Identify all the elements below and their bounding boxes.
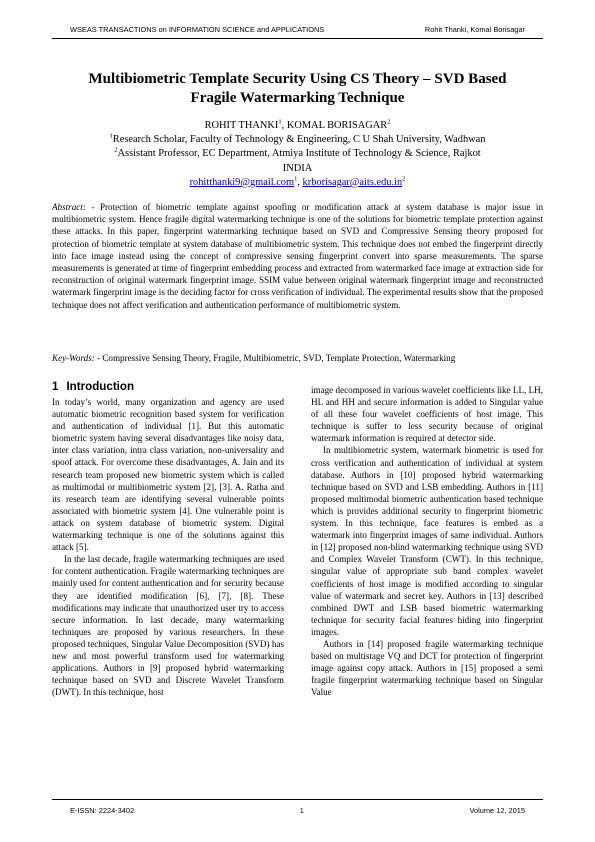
- author-names: [40, 119, 555, 133]
- body-paragraph: In today’s world, many organization and agency are used automatic biometric recognition based system for verification and authentication of individual [1]. But this automatic biometric system having several disadvantages like noisy data, inter class variation, intra class variation, non-universality and spoof attack. For overcome these disadvantages, A. Jain and its research team proposed new biometric system which is called as multimodal or multibiometric system [2], [3]. A. Ratha and its research team are identifying several vulnerable points associated with biometric system [4]. One vulnerable point is attack on system database of biometric system. Digital watermarking technique is one of the solutions against this attack [5].: [52, 397, 284, 553]
- body-paragraph: Authors in [14] proposed fragile watermarking technique based on multistage VQ and DCT for protection of fingerprint image against copy attack. Authors in [15] proposed a semi fragile fingerprint watermarking technique based on Singular Value: [311, 638, 543, 698]
- affiliation-2-text: Assistant Professor, EC Department, Atmiya Institute of Technology & Science, Rajkot: [117, 148, 481, 160]
- author-2: KOMAL BORISAGAR: [286, 120, 388, 131]
- author-2-sup: 2: [387, 118, 391, 126]
- author-1: ROHIT THANKI: [204, 120, 279, 131]
- running-authors: Rohit Thanki, Komal Borisagar: [424, 25, 525, 34]
- body-paragraph: image decomposed in various wavelet coefficients like LL, LH, HL and HH and secure information is added to Singular value of all these four wavelet coefficients of host image. This technique is suffer to less security because of original watermark information is required at detector side.: [311, 385, 543, 444]
- page-number: 1: [299, 806, 304, 815]
- paper-title: [40, 70, 555, 108]
- left-column: [52, 396, 284, 698]
- email-link-2[interactable]: krborisagar@aits.edu.in: [302, 176, 403, 188]
- issn: E-ISSN: 2224-3402: [70, 806, 135, 815]
- volume: Volume 12, 2015: [469, 806, 525, 815]
- abstract: [52, 201, 543, 311]
- title-line-2: Fragile Watermarking Technique: [190, 90, 405, 106]
- affiliation-1-text: Research Scholar, Faculty of Technology & Engineering, C U Shah University, Wadhwan: [112, 134, 486, 146]
- email-2-sup: 2: [402, 175, 406, 183]
- author-1-sup: 1: [278, 118, 282, 126]
- header-rule: [52, 38, 543, 39]
- author-block: [40, 119, 555, 190]
- footer-rule: [52, 799, 543, 800]
- affiliation-2: [40, 147, 555, 161]
- section-number: 1: [52, 380, 59, 393]
- abstract-label: Abstract:: [52, 202, 86, 212]
- section-heading: [52, 380, 134, 394]
- right-column: [311, 384, 543, 698]
- running-footer: [70, 806, 525, 815]
- keywords-text: - Compressive Sensing Theory, Fragile, Multibiometric, SVD, Template Protection, Watermarking: [94, 353, 456, 363]
- title-line-1: Multibiometric Template Security Using CS Theory – SVD Based: [88, 71, 507, 87]
- email-1-sup: 1: [294, 175, 298, 183]
- affiliation-1: [40, 133, 555, 147]
- affiliation-2-sup: 2: [114, 146, 118, 154]
- emails: [40, 176, 555, 190]
- section-title-text: Introduction: [66, 380, 135, 393]
- abstract-text: - Protection of biometric template against spoofing or modification attack at system database is major issue in multibiometric system. Hence fragile digital watermarking technique is one of the solutions for biometric template protection against these attacks. In this paper, fingerprint watermarking technique based on SVD and Compressive Sensing theory proposed for protection of biometric template at system database of multibiometric system. This technique does not embed the fingerprint directly into face image instead using the concept of compressive sensing fingerprint convert into sparse measurements. The sparse measurements is generated at time of fingerprint embedding process and extracted from watermarked face image at extraction side for reconstruction of original watermark fingerprint image. SSIM value between original watermark fingerprint image and reconstructed watermark fingerprint image is the deciding factor for cross verification of individual. The experimental results show that the proposed technique does not affect verification and authentication performance of multibiometric system.: [52, 202, 543, 310]
- author-separator: ,: [281, 120, 287, 131]
- email-link-1[interactable]: rohitthanki9@gmail.com: [189, 176, 295, 188]
- country: INDIA: [282, 162, 313, 174]
- keywords-label: Key-Words:: [52, 353, 95, 363]
- running-head: [70, 25, 525, 34]
- journal-name: WSEAS TRANSACTIONS on INFORMATION SCIENCE and APPLICATIONS: [70, 25, 325, 34]
- affiliation-1-sup: 1: [109, 132, 113, 140]
- email-separator: ,: [297, 176, 303, 188]
- keywords: [52, 352, 543, 364]
- body-paragraph: In multibiometric system, watermark biometric is used for cross verification and authentication of individual at system database. Authors in [10] proposed hybrid watermarking technique based on SVD and LSB embedding. Authors in [11] proposed multimodal biometric authentication based technique which is provides additional security to fingerprint biometric system. In this technique, face features is embed as a watermark into fingerprint images of same individual. Authors in [12] proposed non-blind watermarking technique using SVD and Complex Wavelet Transform (CWT). In this technique, singular value of appropriate sub band complex wavelet coefficients of host image is modified according to singular value of watermark and secret key. Authors in [13] described combined DWT and LSB based biometric watermarking technique for security facial features hiding into fingerprint images.: [311, 445, 543, 637]
- body-paragraph: In the last decade, fragile watermarking techniques are used for content authentication. Fragile watermarking techniques are mainly used for content authentication and for security because they are identified modification [6], [7], [8]. These modifications may indicate that unauthorized user try to access secure information. In last decade, many watermarking techniques are proposed by various researchers. In these proposed techniques, Singular Value Decomposition (SVD) has new and most powerful transform used for watermarking applications. Authors in [9] proposed hybrid watermarking technique based on SVD and Discrete Wavelet Transform (DWT). In this technique, host: [52, 554, 284, 698]
